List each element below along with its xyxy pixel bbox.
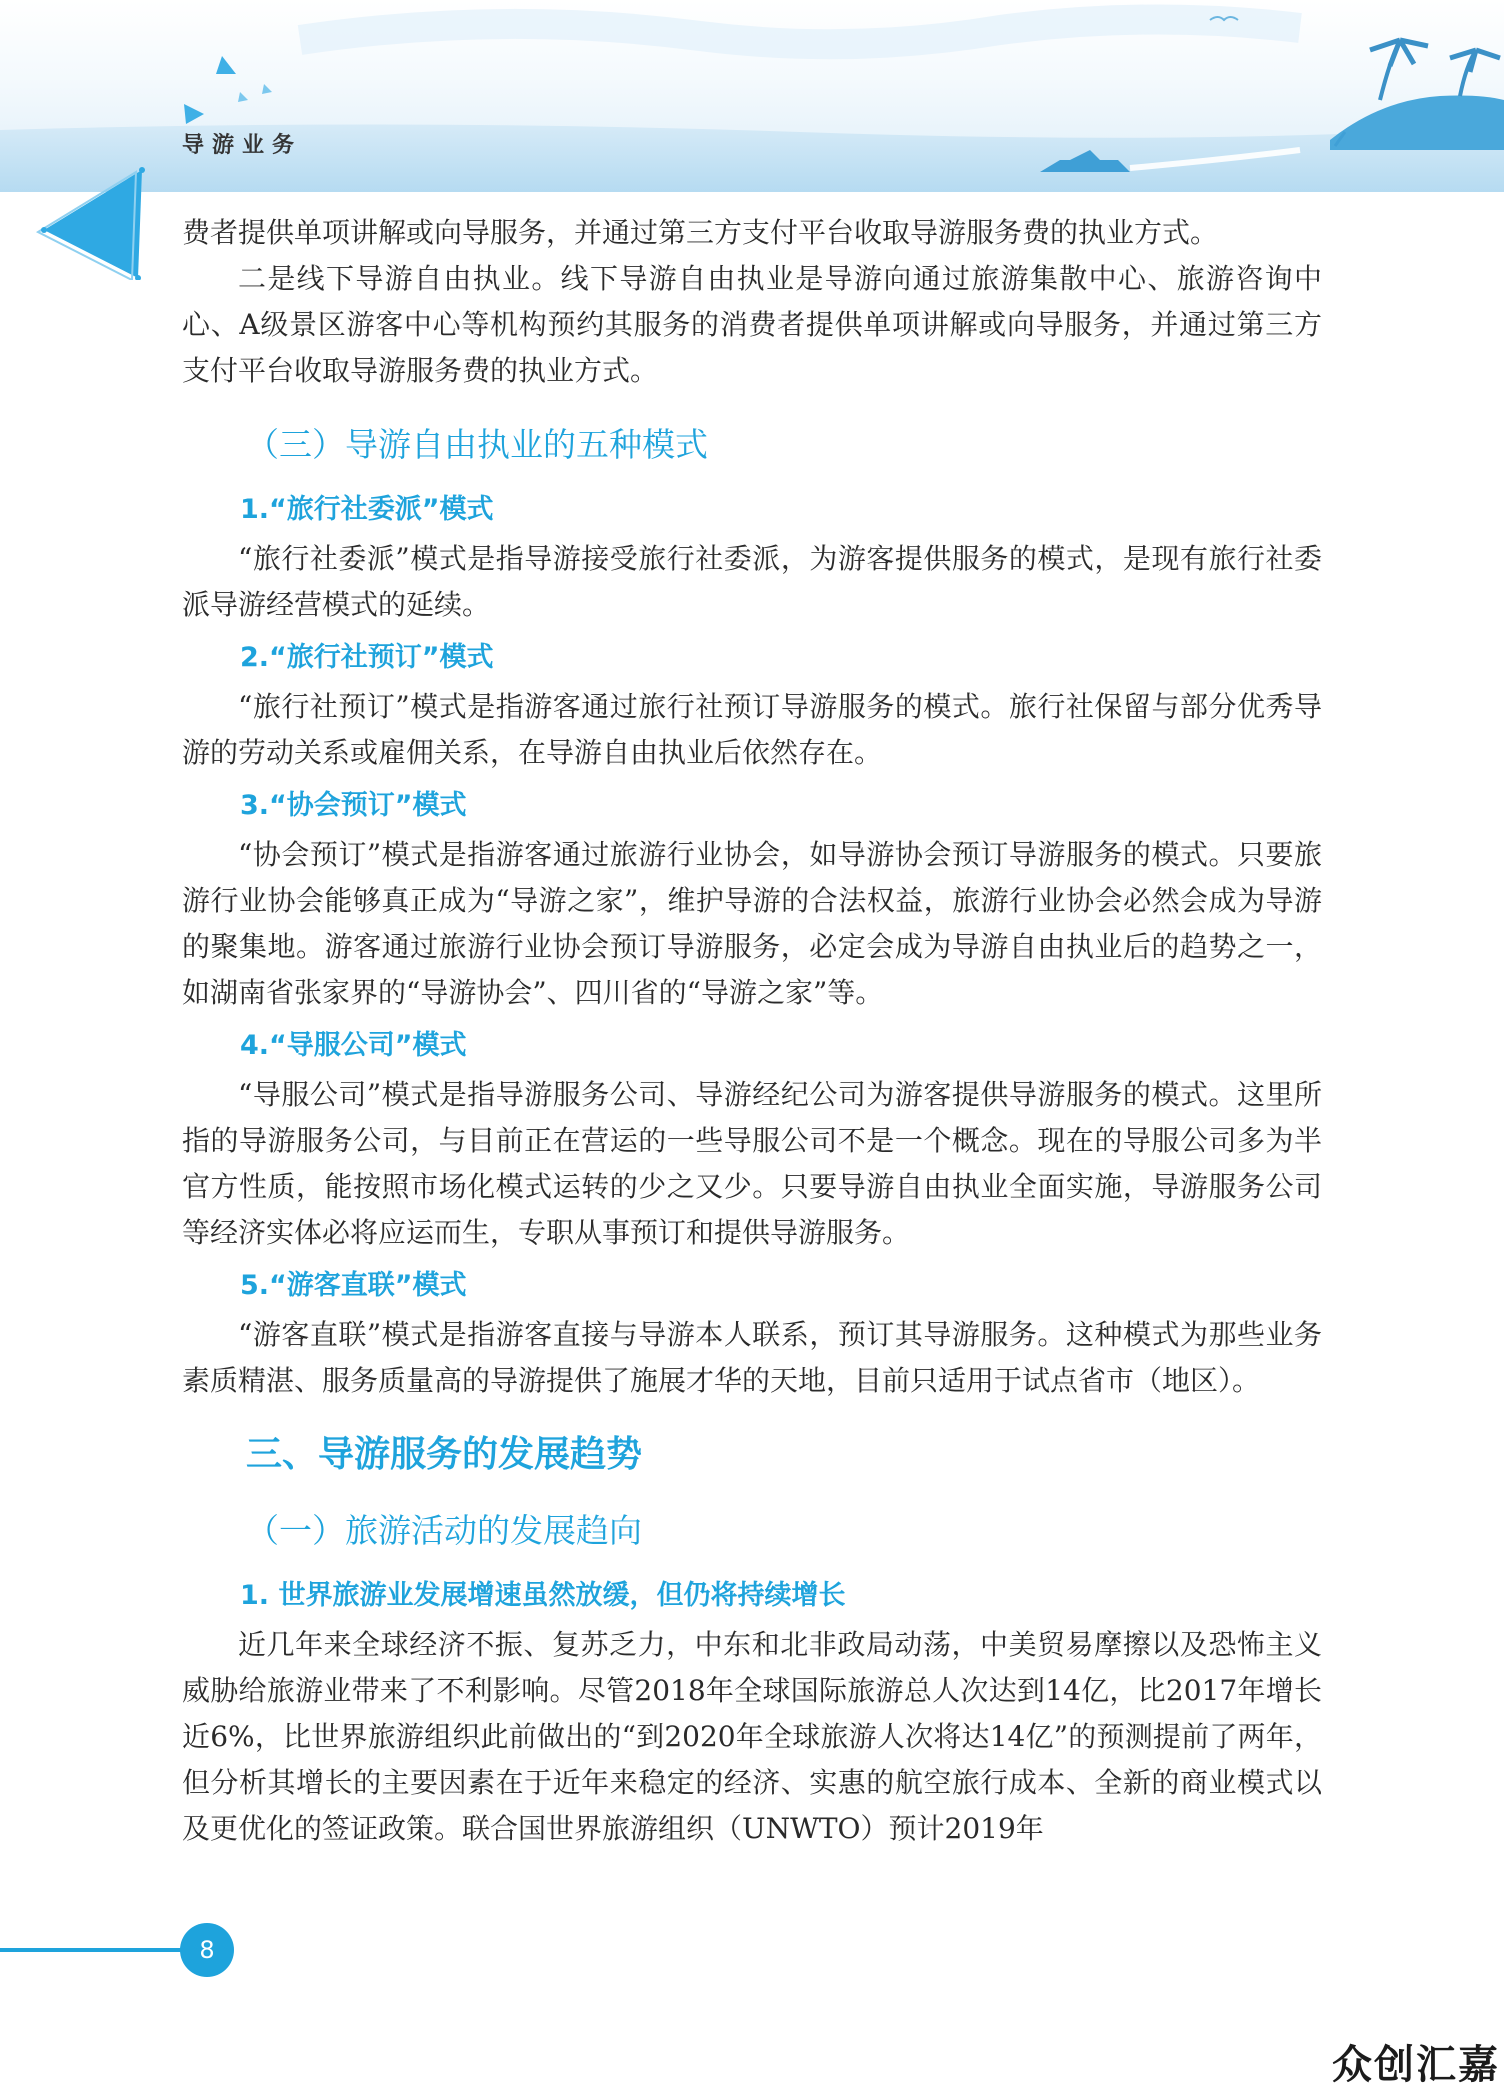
paragraph: 二是线下导游自由执业。线下导游自由执业是导游向通过旅游集散中心、旅游咨询中心、A级景区游客中心等机构预约其服务的消费者提供单项讲解或向导服务，并通过第三方支付平台收取导游服务费的执业方式。	[182, 262, 1322, 387]
paragraph: “旅行社委派”模式是指导游接受旅行社委派，为游客提供服务的模式，是现有旅行社委派导游经营模式的延续。	[182, 542, 1322, 621]
page-number: 8	[180, 1923, 234, 1977]
paragraph: “导服公司”模式是指导游服务公司、导游经纪公司为游客提供导游服务的模式。这里所指的导游服务公司，与目前正在营运的一些导服公司不是一个概念。现在的导服公司多为半官方性质，能按照市场化模式运转的少之又少。只要导游自由执业全面实施，导游服务公司等经济实体必将应运而生，专职从事预订和提供导游服务。	[182, 1078, 1322, 1249]
subsection-heading: 1. 世界旅游业发展增速虽然放缓，但仍将持续增长	[240, 1580, 846, 1611]
page-body	[182, 210, 1322, 1852]
subsection-heading: 5.“游客直联”模式	[240, 1270, 467, 1301]
seaside-illustration	[0, 0, 1504, 192]
page-number-line	[0, 1948, 190, 1952]
subsection-heading: 1.“旅行社委派”模式	[240, 494, 494, 525]
section-heading: （一）旅游活动的发展趋向	[246, 1511, 642, 1550]
paragraph: “游客直联”模式是指游客直接与导游本人联系，预订其导游服务。这种模式为那些业务素质精湛、服务质量高的导游提供了施展才华的天地，目前只适用于试点省市（地区）。	[182, 1318, 1322, 1397]
subsection-heading: 3.“协会预订”模式	[240, 790, 467, 821]
section-heading: （三）导游自由执业的五种模式	[246, 425, 708, 464]
chapter-heading: 三、导游服务的发展趋势	[246, 1434, 643, 1475]
corner-triangle-icon	[30, 160, 150, 280]
paragraph: 费者提供单项讲解或向导服务，并通过第三方支付平台收取导游服务费的执业方式。	[182, 216, 1219, 249]
triangle-icon	[216, 56, 236, 74]
paragraph: “旅行社预订”模式是指游客通过旅行社预订导游服务的模式。旅行社保留与部分优秀导游的劳动关系或雇佣关系，在导游自由执业后依然存在。	[182, 690, 1322, 769]
island	[1330, 96, 1504, 151]
paragraph: 近几年来全球经济不振、复苏乏力，中东和北非政局动荡，中美贸易摩擦以及恐怖主义威胁给旅游业带来了不利影响。尽管2018年全球国际旅游总人次达到14亿，比2017年增长近6%，比世界旅游组织此前做出的“到2020年全球旅游人次将达14亿”的预测提前了两年，但分析其增长的主要因素在于近年来稳定的经济、实惠的航空旅行成本、全新的商业模式以及更优化的签证政策。联合国世界旅游组织（UNWTO）预计2019年	[182, 1628, 1322, 1845]
subsection-heading: 2.“旅行社预订”模式	[240, 642, 494, 673]
header-banner	[0, 0, 1504, 192]
watermark: 众创汇嘉	[1332, 2042, 1500, 2088]
triangle-icon	[184, 104, 204, 124]
subsection-heading: 4.“导服公司”模式	[240, 1030, 467, 1061]
running-head: 导游业务	[182, 133, 303, 158]
paragraph: “协会预订”模式是指游客通过旅游行业协会，如导游协会预订导游服务的模式。只要旅游行业协会能够真正成为“导游之家”，维护导游的合法权益，旅游行业协会必然会成为导游的聚集地。游客通过旅游行业协会预订导游服务，必定会成为导游自由执业后的趋势之一，如湖南省张家界的“导游协会”、四川省的“导游之家”等。	[182, 838, 1322, 1009]
